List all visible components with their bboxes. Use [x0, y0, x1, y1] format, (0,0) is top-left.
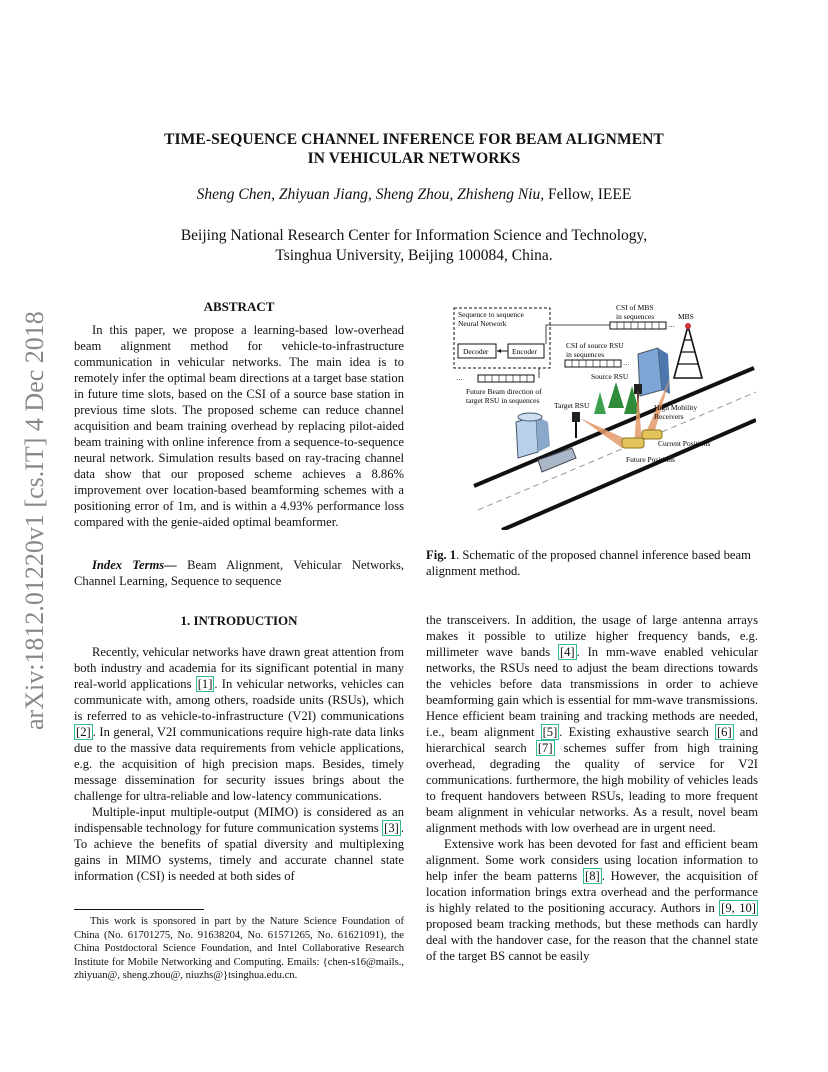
- right-paragraph-2: Extensive work has been devoted for fast and efficient beam alignment. Some work considers using location information to help infer the beam patterns [8] . However, the acquisition of location information brings extra overhead and the performance is highly related to the positioning accuracy. Authors in [9, 10] proposed beam tracking methods, but these methods can hardly deal with the handover case, for the reason that the channel state of the target BS cannot be easily: [426, 837, 758, 963]
- citation-link[interactable]: [6]: [716, 725, 732, 739]
- mbs-tower-icon: [674, 323, 702, 378]
- affiliation: [0, 226, 828, 266]
- svg-text:···: ···: [623, 361, 630, 369]
- title-line-2: IN VEHICULAR NETWORKS: [307, 150, 521, 167]
- citation-link[interactable]: [2]: [76, 725, 91, 739]
- affiliation-line-1: Beijing National Research Center for Information Science and Technology,: [180, 227, 648, 244]
- title-line-1: TIME-SEQUENCE CHANNEL INFERENCE FOR BEAM ALIGNMENT: [164, 131, 664, 148]
- intro-heading: 1. INTRODUCTION: [180, 613, 298, 628]
- nn-box-label-2: Neural Network: [458, 319, 507, 328]
- index-terms-text: Beam Alignment, Vehicular Networks, Channel Learning, Sequence to sequence: [74, 558, 404, 588]
- figure-schematic: [426, 298, 756, 530]
- author-suffix: Fellow, IEEE: [544, 186, 632, 203]
- citation-link[interactable]: [9, 10]: [721, 901, 756, 915]
- csi-mbs-sequence: [610, 322, 666, 329]
- figure-caption-label: Fig. 1: [426, 548, 457, 562]
- csi-rsu-label-2: in sequences: [566, 350, 605, 359]
- intro-paragraph-1: Recently, vehicular networks have drawn great attention from both industry and academia for its significant potential in many real-world applications [1] . In vehicular networks, vehicles can communicate with, among others, roadside units (RSUs), which is referred to as vehicle-to-infrastructure (V2I) communications [2] . In general, V2I communications require high-rate data links due to the massive data requirements from vehicle applications, e.g. the acquisition of high precision maps. Besides, timely message dissemination for security issues brings about the challenge for ultra-reliable and low-latency communications.: [74, 645, 404, 803]
- right-column-body: [426, 612, 758, 964]
- tree-icon: [594, 382, 640, 414]
- footnote-rule: [74, 909, 204, 910]
- decoder-label: Decoder: [463, 347, 489, 356]
- index-terms: [74, 557, 404, 589]
- vehicle-icon: [622, 430, 662, 448]
- arxiv-stamp: [20, 300, 50, 730]
- index-terms-label: Index Terms—: [92, 558, 177, 572]
- nn-box-label: Sequence to sequence: [458, 310, 524, 319]
- paper-title: [0, 130, 828, 168]
- mbs-label: MBS: [678, 312, 694, 321]
- abstract-heading: ABSTRACT: [203, 299, 275, 314]
- author-names: Sheng Chen, Zhiyuan Jiang, Sheng Zhou, Zhisheng Niu,: [196, 186, 545, 203]
- source-rsu-label: Source RSU: [591, 372, 629, 381]
- citation-link[interactable]: [4]: [559, 645, 575, 659]
- csi-rsu-sequence: [565, 360, 621, 367]
- figure-1: [426, 298, 756, 530]
- arxiv-stamp-text: arXiv:1812.01220v1 [cs.IT] 4 Dec 2018: [20, 311, 49, 730]
- abstract-body: [74, 322, 404, 530]
- authors: [0, 186, 828, 204]
- future-beam-label: Future Beam direction of: [466, 387, 542, 396]
- citation-link[interactable]: [3]: [384, 821, 399, 835]
- citation-link[interactable]: [7]: [537, 741, 553, 755]
- right-paragraph-1: the transceivers. In addition, the usage of large antenna arrays makes it possible to utilize higher frequency bands, e.g. millimeter wave bands [4] . In mm-wave enabled vehicular networks, the RSUs need to adjust the beam directions towards the vehicles before data transmissions in order to achieve beamforming gain which is essential for mm-wave transmissions. Hence efficient beam training and tracking methods are needed, i.e., beam alignment [5] . Existing exhaustive search [6] and hierarchical search [7] schemes suffer from high training overhead, degrading the quality of service for V2I communications. furthermore, the high mobility of vehicles leads to frequent handovers between RSUs, leading to more frequent beam alignment in vehicular networks. As a result, novel beam alignment methods with low overhead are in urgent need.: [426, 613, 758, 835]
- footnote: [74, 915, 404, 983]
- affiliation-line-2: Tsinghua University, Beijing 100084, China.: [275, 247, 553, 264]
- figure-caption: [426, 547, 758, 579]
- intro-paragraph-2: Multiple-input multiple-output (MIMO) is considered as an indispensable technology for future communication systems [3] . To achieve the benefits of spatial diversity and multiplexing gains in MIMO systems, timely and accurate channel state information (CSI) is needed at both sides of: [74, 805, 404, 883]
- figure-caption-text: . Schematic of the proposed channel inference based beam alignment method.: [426, 548, 751, 578]
- intro-body: [74, 644, 404, 884]
- svg-text:···: ···: [668, 323, 675, 331]
- encoder-label: Encoder: [512, 347, 537, 356]
- current-positions-label: Current Positions: [658, 439, 711, 448]
- csi-mbs-label: CSI of MBS: [616, 303, 654, 312]
- future-beam-sequence: [478, 375, 534, 382]
- high-mobility-label-2: Receivers: [654, 412, 684, 421]
- svg-text:···: ···: [456, 376, 463, 384]
- citation-link[interactable]: [5]: [542, 725, 558, 739]
- abstract-text: In this paper, we propose a learning-based low-overhead beam alignment method for vehicle-to-infrastructure communication in vehicular networks. The main idea is to remotely infer the optimal beam directions at a target base station in future time slots, based on the CSI of a source base station in previous time slots. The proposed scheme can reduce channel acquisition and beam training overhead by replacing pilot-aided beam training with online inference from a sequence-to-sequence neural network. Simulation results based on ray-tracing channel data show that our proposed scheme achieves a 8.86% improvement over location-based beamforming schemes with a positioning error of 1m, and is within a 4.93% performance loss compared with the genie-aided optimal beamformer.: [74, 323, 404, 529]
- citation-link[interactable]: [8]: [585, 869, 600, 883]
- target-rsu-label: Target RSU: [554, 401, 590, 410]
- citation-link[interactable]: [1]: [197, 677, 213, 691]
- future-beam-label-2: target RSU in sequences: [466, 396, 540, 405]
- future-positions-label: Future Positions: [626, 455, 675, 464]
- csi-mbs-label-2: in sequences: [616, 312, 655, 321]
- footnote-text: This work is sponsored in part by the Nature Science Foundation of China (No. 61701275, No. 91638204, No. 61571265, No. 61621091), the China Postdoctoral Science Foundation, and Intel Collaborative Research Institute for Mobile Networking and Computing. Emails: {chen-s16@mails., zhiyuan@, sheng.zhou@, niuzhs@}tsinghua.edu.cn.: [74, 916, 404, 981]
- high-mobility-label: High Mobility: [654, 403, 698, 412]
- csi-rsu-label: CSI of source RSU: [566, 341, 624, 350]
